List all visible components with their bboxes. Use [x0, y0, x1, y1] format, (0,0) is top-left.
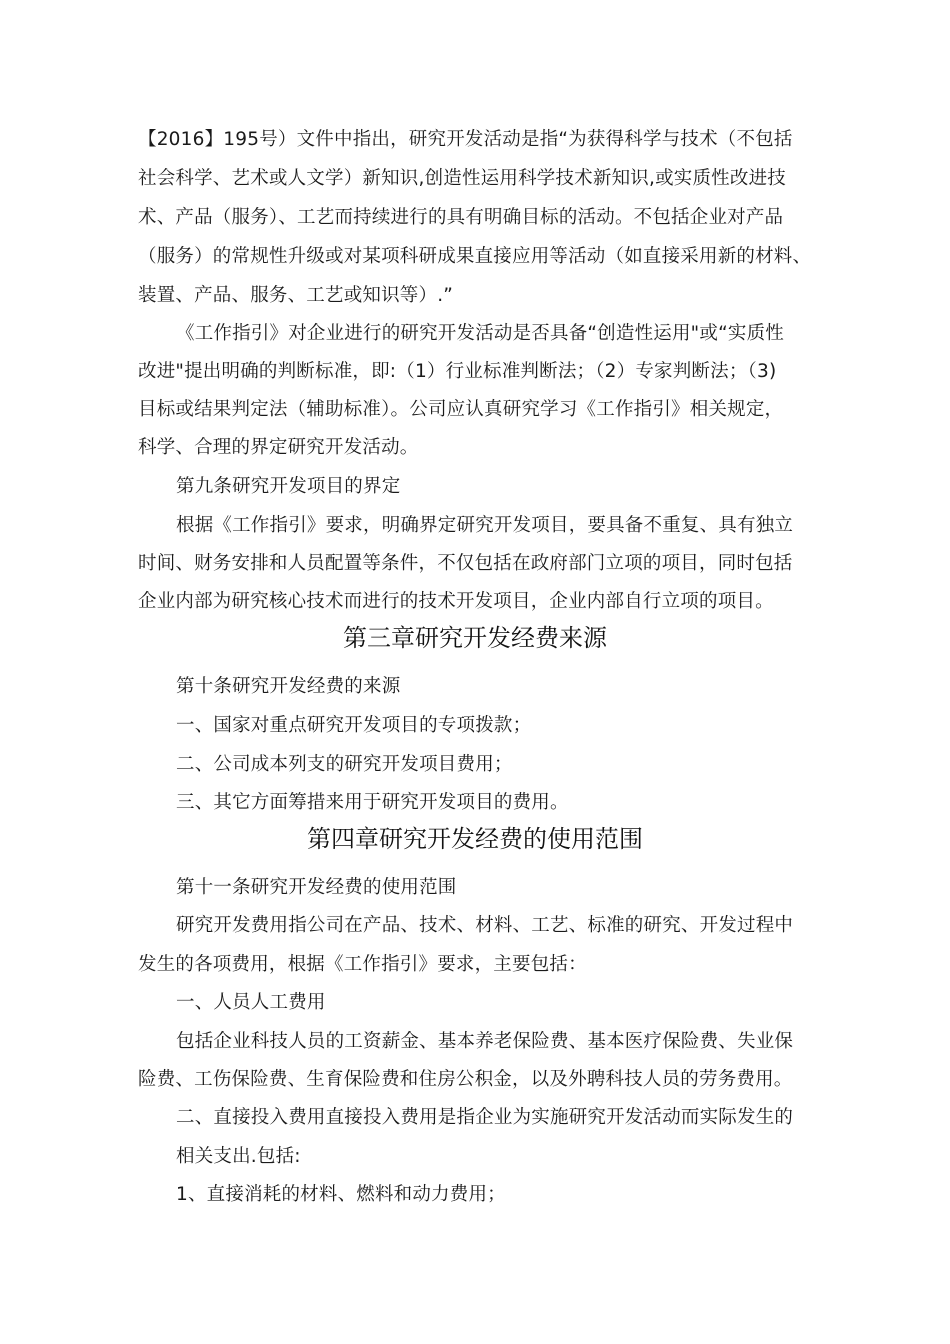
chapter4-item1-body-2: 险费、工伤保险费、生育保险费和住房公积金，以及外聘科技人员的劳务费用。	[138, 1069, 793, 1090]
guide-line-1: 《工作指引》对企业进行的研究开发活动是否具备“创造性运用"或“实质性	[176, 323, 784, 344]
guide-line-3: 目标或结果判定法（辅助标准）。公司应认真研究学习《工作指引》相关规定，	[138, 399, 784, 420]
intro-line-4: （服务）的常规性升级或对某项科研成果直接应用等活动（如直接采用新的材料、	[138, 246, 812, 267]
chapter4-item2-line-2: 相关支出.包括:	[176, 1146, 301, 1167]
article10-title: 第十条研究开发经费的来源	[176, 676, 401, 697]
chapter3-item-1: 一、国家对重点研究开发项目的专项拨款；	[176, 715, 532, 736]
intro-line-1: 【2016】195号）文件中指出，研究开发活动是指“为获得科学与技术（不包括	[138, 129, 793, 150]
chapter4-item1-title: 一、人员人工费用	[176, 992, 326, 1013]
intro-line-5: 装置、产品、服务、工艺或知识等）.”	[138, 285, 454, 306]
intro-line-3: 术、产品（服务）、工艺而持续进行的具有明确目标的活动。不包括企业对产品	[138, 207, 784, 228]
article9-line-3: 企业内部为研究核心技术而进行的技术开发项目，企业内部自行立项的项目。	[138, 591, 774, 612]
chapter4-item2-line-1: 二、直接投入费用直接投入费用是指企业为实施研究开发活动而实际发生的	[176, 1107, 794, 1128]
chapter3-item-3: 三、其它方面筹措来用于研究开发项目的费用。	[176, 792, 569, 813]
article9-line-1: 根据《工作指引》要求，明确界定研究开发项目，要具备不重复、具有独立	[176, 515, 794, 536]
chapter4-intro-line-2: 发生的各项费用，根据《工作指引》要求，主要包括：	[138, 954, 587, 975]
article9-line-2: 时间、财务安排和人员配置等条件，不仅包括在政府部门立项的项目，同时包括	[138, 553, 793, 574]
chapter4-item1-body-1: 包括企业科技人员的工资薪金、基本养老保险费、基本医疗保险费、失业保	[176, 1031, 794, 1052]
guide-line-2: 改进"提出明确的判断标准，即:（1）行业标准判断法；（2）专家判断法；（3)	[138, 361, 777, 382]
article11-title: 第十一条研究开发经费的使用范围	[176, 877, 457, 898]
guide-line-4: 科学、合理的界定研究开发活动。	[138, 437, 419, 458]
chapter3-item-2: 二、公司成本列支的研究开发项目费用；	[176, 754, 513, 775]
chapter4-intro-line-1: 研究开发费用指公司在产品、技术、材料、工艺、标准的研究、开发过程中	[176, 915, 794, 936]
chapter3-heading: 第三章研究开发经费来源	[343, 624, 607, 652]
intro-line-2: 社会科学、艺术或人文学）新知识,创造性运用科学技术新知识,或实质性改进技	[138, 168, 786, 189]
chapter4-heading: 第四章研究开发经费的使用范围	[307, 825, 643, 853]
article9-title: 第九条研究开发项目的界定	[176, 476, 401, 497]
chapter4-sub-item-1: 1、直接消耗的材料、燃料和动力费用；	[176, 1184, 506, 1205]
